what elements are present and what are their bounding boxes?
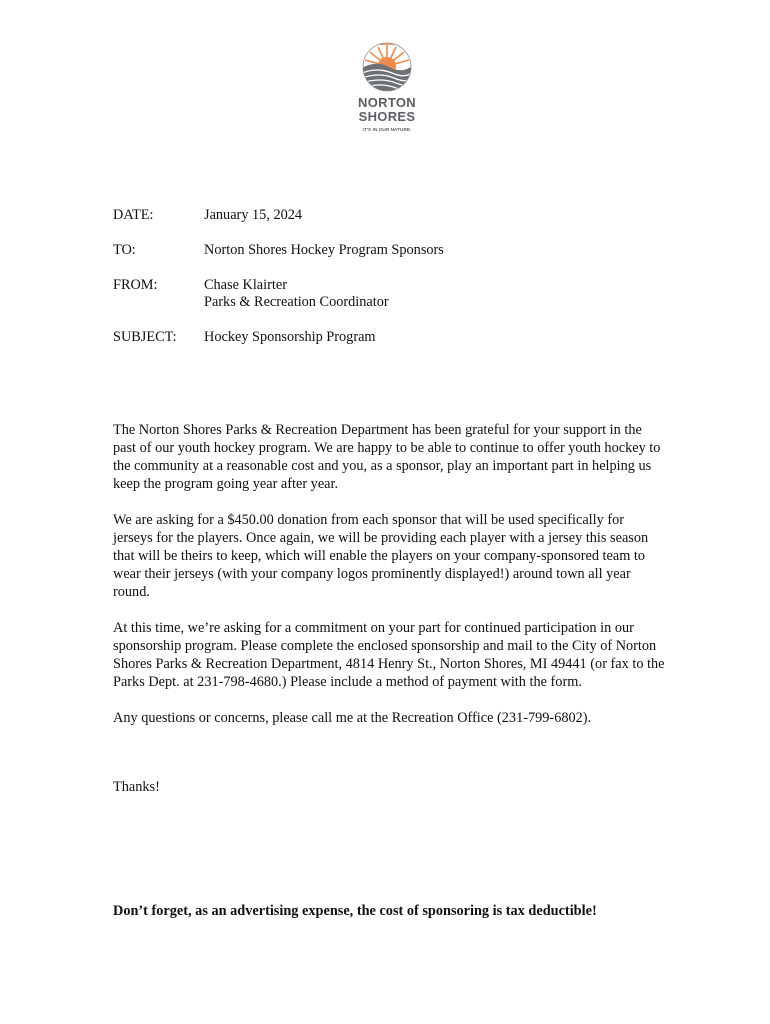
logo-name-line1: NORTON <box>358 95 416 110</box>
tax-deductible-note: Don’t forget, as an advertising expense, the cost of sponsoring is tax deductible! <box>113 903 597 919</box>
memo-to-row <box>113 242 673 259</box>
from-title: Parks & Recreation Coordinator <box>204 294 389 310</box>
to-value: Norton Shores Hockey Program Sponsors <box>204 242 444 258</box>
body-paragraph-3: At this time, we’re asking for a commitment on your part for continued participation in our sponsorship program. Please complete the enclosed sponsorship and mail to the City of Norton Shores Parks & Recreation Department, 4814 Henry St., Norton Shores, MI 49441 (or fax to the Parks Dept. at 231-798-4680.) Please include a method of payment with the form. <box>113 620 665 690</box>
subject-label: SUBJECT: <box>113 329 177 345</box>
memo-header <box>113 207 673 364</box>
body-paragraph-1: The Norton Shores Parks & Recreation Department has been grateful for your support in the past of our youth hockey program. We are happy to be able to continue to offer youth hockey to the community at a reasonable cost and you, as a sponsor, play an important part in helping us keep the program going year after year. <box>113 422 661 492</box>
from-name: Chase Klairter <box>204 277 287 293</box>
logo-name-line2: SHORES <box>358 109 416 124</box>
subject-value: Hockey Sponsorship Program <box>204 329 376 345</box>
sun-over-hills-icon <box>362 42 412 92</box>
date-label: DATE: <box>113 207 154 223</box>
memo-date-row <box>113 207 673 224</box>
body-paragraph-2: We are asking for a $450.00 donation from each sponsor that will be used specifically for jerseys for the players. Once again, we will be providing each player with a jersey this season that will be theirs to keep, which will enable the players on your company-sponsored team to wear their jerseys (with your company logos prominently displayed!) around town all year round. <box>113 512 649 600</box>
from-value <box>204 277 389 311</box>
memo-from-row <box>113 277 673 311</box>
memo-subject-row <box>113 329 673 346</box>
body-paragraph-4: Any questions or concerns, please call me at the Recreation Office (231-799-6802). <box>113 710 592 726</box>
to-label: TO: <box>113 242 136 258</box>
logo-tagline: IT'S IN OUR NATURE. <box>362 127 412 132</box>
date-value: January 15, 2024 <box>204 207 303 223</box>
norton-shores-logo <box>349 42 425 132</box>
letter-body <box>113 421 665 745</box>
closing-text: Thanks! <box>113 779 160 795</box>
from-label: FROM: <box>113 277 158 293</box>
